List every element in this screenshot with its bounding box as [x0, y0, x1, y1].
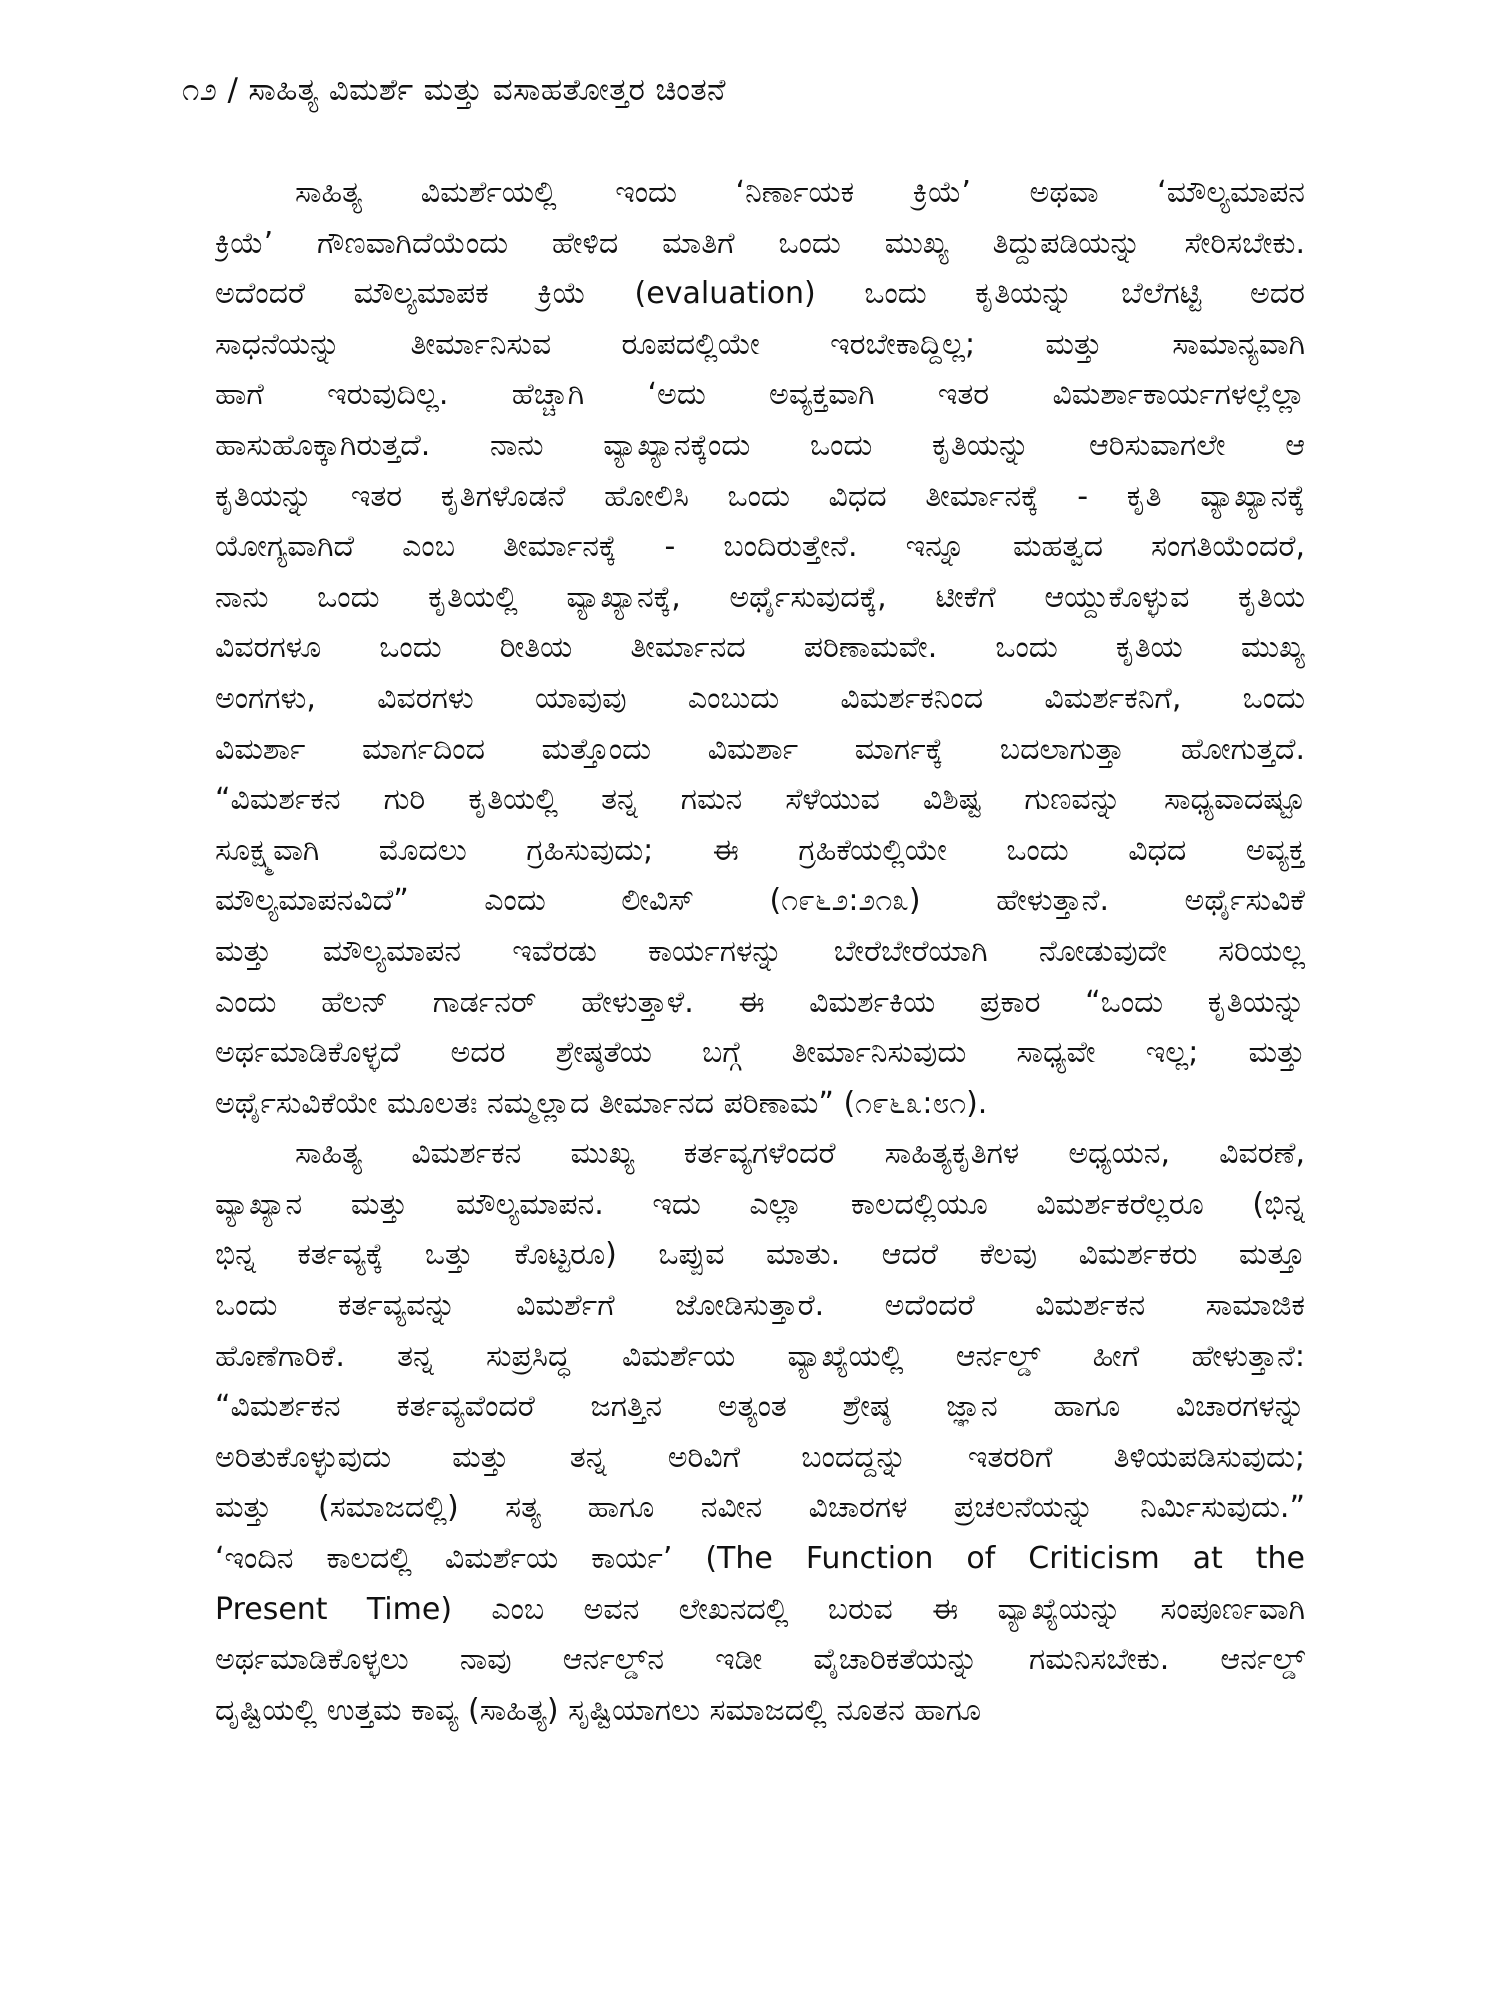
text-line: ಅರ್ಥಮಾಡಿಕೊಳ್ಳಲು ನಾವು ಆರ್ನಲ್ಡ್‌ನ ಇಡೀ ವೈಚಾರಿಕತೆಯನ್ನು ಗಮನಿಸಬೇಕು. ಆರ್ನಲ್ಡ್: [215, 1642, 1305, 1678]
text-line: ಹಾಸುಹೊಕ್ಕಾಗಿರುತ್ತದೆ. ನಾನು ವ್ಯಾಖ್ಯಾನಕ್ಕೆಂದು ಒಂದು ಕೃತಿಯನ್ನು ಆರಿಸುವಾಗಲೇ ಆ: [215, 427, 1305, 463]
text-line: ‘ಇಂದಿನ ಕಾಲದಲ್ಲಿ ವಿಮರ್ಶೆಯ ಕಾರ್ಯ’ (The Function of Criticism at the: [215, 1541, 1305, 1577]
text-line: ಹಾಗೆ ಇರುವುದಿಲ್ಲ. ಹೆಚ್ಚಾಗಿ ‘ಅದು ಅವ್ಯಕ್ತವಾಗಿ ಇತರ ವಿಮರ್ಶಾಕಾರ್ಯಗಳಲ್ಲೆಲ್ಲಾ: [215, 377, 1305, 413]
text-line: “ವಿಮರ್ಶಕನ ಕರ್ತವ್ಯವೆಂದರೆ ಜಗತ್ತಿನ ಅತ್ಯಂತ ಶ್ರೇಷ್ಠ ಜ್ಞಾನ ಹಾಗೂ ವಿಚಾರಗಳನ್ನು: [215, 1389, 1305, 1425]
text-line: “ವಿಮರ್ಶಕನ ಗುರಿ ಕೃತಿಯಲ್ಲಿ ತನ್ನ ಗಮನ ಸೆಳೆಯುವ ವಿಶಿಷ್ಟ ಗುಣವನ್ನು ಸಾಧ್ಯವಾದಷ್ಟೂ: [215, 782, 1305, 818]
paragraph: [215, 168, 1305, 1129]
text-line: ಮತ್ತು ಮೌಲ್ಯಮಾಪನ ಇವೆರಡು ಕಾರ್ಯಗಳನ್ನು ಬೇರೆಬೇರೆಯಾಗಿ ನೋಡುವುದೇ ಸರಿಯಲ್ಲ: [215, 933, 1305, 969]
text-line: ನಾನು ಒಂದು ಕೃತಿಯಲ್ಲಿ ವ್ಯಾಖ್ಯಾನಕ್ಕೆ, ಅರ್ಥೈಸುವುದಕ್ಕೆ, ಟೀಕೆಗೆ ಆಯ್ದುಕೊಳ್ಳುವ ಕೃತಿಯ: [215, 579, 1305, 615]
text-line: ದೃಷ್ಟಿಯಲ್ಲಿ ಉತ್ತಮ ಕಾವ್ಯ (ಸಾಹಿತ್ಯ) ಸೃಷ್ಟಿಯಾಗಲು ಸಮಾಜದಲ್ಲಿ ನೂತನ ಹಾಗೂ: [215, 1692, 982, 1728]
text-line: ಕ್ರಿಯೆ’ ಗೌಣವಾಗಿದೆಯೆಂದು ಹೇಳಿದ ಮಾತಿಗೆ ಒಂದು ಮುಖ್ಯ ತಿದ್ದುಪಡಿಯನ್ನು ಸೇರಿಸಬೇಕು.: [215, 225, 1305, 261]
text-line: ಕೃತಿಯನ್ನು ಇತರ ಕೃತಿಗಳೊಡನೆ ಹೋಲಿಸಿ ಒಂದು ವಿಧದ ತೀರ್ಮಾನಕ್ಕೆ - ಕೃತಿ ವ್ಯಾಖ್ಯಾನಕ್ಕೆ: [215, 478, 1305, 514]
text-line: ಸಾಹಿತ್ಯ ವಿಮರ್ಶೆಯಲ್ಲಿ ಇಂದು ‘ನಿರ್ಣಾಯಕ ಕ್ರಿಯೆ’ ಅಥವಾ ‘ಮೌಲ್ಯಮಾಪನ: [295, 175, 1305, 210]
text-line: ಅರಿತುಕೊಳ್ಳುವುದು ಮತ್ತು ತನ್ನ ಅರಿವಿಗೆ ಬಂದದ್ದನ್ನು ಇತರರಿಗೆ ತಿಳಿಯಪಡಿಸುವುದು;: [215, 1439, 1305, 1475]
text-line: ಭಿನ್ನ ಕರ್ತವ್ಯಕ್ಕೆ ಒತ್ತು ಕೊಟ್ಟರೂ) ಒಪ್ಪುವ ಮಾತು. ಆದರೆ ಕೆಲವು ವಿಮರ್ಶಕರು ಮತ್ತೂ: [215, 1237, 1305, 1273]
text-line: ಹೊಣೆಗಾರಿಕೆ. ತನ್ನ ಸುಪ್ರಸಿದ್ಧ ವಿಮರ್ಶೆಯ ವ್ಯಾಖ್ಯೆಯಲ್ಲಿ ಆರ್ನಲ್ಡ್ ಹೀಗೆ ಹೇಳುತ್ತಾನೆ:: [215, 1338, 1305, 1374]
text-line: ಯೋಗ್ಯವಾಗಿದೆ ಎಂಬ ತೀರ್ಮಾನಕ್ಕೆ - ಬಂದಿರುತ್ತೇನೆ. ಇನ್ನೂ ಮಹತ್ವದ ಸಂಗತಿಯೆಂದರೆ,: [215, 529, 1305, 565]
text-line: ವಿವರಗಳೂ ಒಂದು ರೀತಿಯ ತೀರ್ಮಾನದ ಪರಿಣಾಮವೇ. ಒಂದು ಕೃತಿಯ ಮುಖ್ಯ: [215, 630, 1305, 666]
text-line: ಸಾಹಿತ್ಯ ವಿಮರ್ಶಕನ ಮುಖ್ಯ ಕರ್ತವ್ಯಗಳೆಂದರೆ ಸಾಹಿತ್ಯಕೃತಿಗಳ ಅಧ್ಯಯನ, ವಿವರಣೆ,: [295, 1136, 1305, 1172]
text-line: ಒಂದು ಕರ್ತವ್ಯವನ್ನು ವಿಮರ್ಶೆಗೆ ಜೋಡಿಸುತ್ತಾರೆ. ಅದೆಂದರೆ ವಿಮರ್ಶಕನ ಸಾಮಾಜಿಕ: [215, 1288, 1305, 1324]
text-line: ಅದೆಂದರೆ ಮೌಲ್ಯಮಾಪಕ ಕ್ರಿಯೆ (evaluation) ಒಂದು ಕೃತಿಯನ್ನು ಬೆಲೆಗಟ್ಟಿ ಅದರ: [215, 276, 1305, 312]
text-line: ವ್ಯಾಖ್ಯಾನ ಮತ್ತು ಮೌಲ್ಯಮಾಪನ. ಇದು ಎಲ್ಲಾ ಕಾಲದಲ್ಲಿಯೂ ವಿಮರ್ಶಕರೆಲ್ಲರೂ (ಭಿನ್ನ: [215, 1186, 1305, 1222]
text-line: ಅರ್ಥೈಸುವಿಕೆಯೇ ಮೂಲತಃ ನಮ್ಮಲ್ಲಾದ ತೀರ್ಮಾನದ ಪರಿಣಾಮ” (೧೯೬೩:೮೧).: [215, 1085, 988, 1121]
text-line: ಸೂಕ್ಷ್ಮವಾಗಿ ಮೊದಲು ಗ್ರಹಿಸುವುದು; ಈ ಗ್ರಹಿಕೆಯಲ್ಲಿಯೇ ಒಂದು ವಿಧದ ಅವ್ಯಕ್ತ: [215, 832, 1305, 868]
text-line: ಎಂದು ಹೆಲನ್ ಗಾರ್ಡನರ್ ಹೇಳುತ್ತಾಳೆ. ಈ ವಿಮರ್ಶಕಿಯ ಪ್ರಕಾರ “ಒಂದು ಕೃತಿಯನ್ನು: [215, 984, 1305, 1020]
text-line: ಮೌಲ್ಯಮಾಪನವಿದೆ” ಎಂದು ಲೀವಿಸ್ (೧೯೬೨:೨೧೩) ಹೇಳುತ್ತಾನೆ. ಅರ್ಥೈಸುವಿಕೆ: [215, 883, 1305, 919]
text-line: ಸಾಧನೆಯನ್ನು ತೀರ್ಮಾನಿಸುವ ರೂಪದಲ್ಲಿಯೇ ಇರಬೇಕಾದ್ದಿಲ್ಲ; ಮತ್ತು ಸಾಮಾನ್ಯವಾಗಿ: [215, 326, 1305, 362]
text-line: Present Time) ಎಂಬ ಅವನ ಲೇಖನದಲ್ಲಿ ಬರುವ ಈ ವ್ಯಾಖ್ಯೆಯನ್ನು ಸಂಪೂರ್ಣವಾಗಿ: [215, 1591, 1305, 1627]
text-line: ಮತ್ತು (ಸಮಾಜದಲ್ಲಿ) ಸತ್ಯ ಹಾಗೂ ನವೀನ ವಿಚಾರಗಳ ಪ್ರಚಲನೆಯನ್ನು ನಿರ್ಮಿಸುವುದು.”: [215, 1490, 1305, 1526]
body-text: [215, 168, 1305, 1736]
text-line: ವಿಮರ್ಶಾ ಮಾರ್ಗದಿಂದ ಮತ್ತೊಂದು ವಿಮರ್ಶಾ ಮಾರ್ಗಕ್ಕೆ ಬದಲಾಗುತ್ತಾ ಹೋಗುತ್ತದೆ.: [215, 731, 1305, 767]
running-head: ೧೨ / ಸಾಹಿತ್ಯ ವಿಮರ್ಶೆ ಮತ್ತು ವಸಾಹತೋತ್ತರ ಚಿಂತನೆ: [182, 72, 726, 108]
text-line: ಅಂಗಗಳು, ವಿವರಗಳು ಯಾವುವು ಎಂಬುದು ವಿಮರ್ಶಕನಿಂದ ವಿಮರ್ಶಕನಿಗೆ, ಒಂದು: [215, 680, 1305, 716]
text-line: ಅರ್ಥಮಾಡಿಕೊಳ್ಳದೆ ಅದರ ಶ್ರೇಷ್ಠತೆಯ ಬಗ್ಗೆ ತೀರ್ಮಾನಿಸುವುದು ಸಾಧ್ಯವೇ ಇಲ್ಲ; ಮತ್ತು: [215, 1035, 1305, 1071]
paragraph: [215, 1129, 1305, 1736]
